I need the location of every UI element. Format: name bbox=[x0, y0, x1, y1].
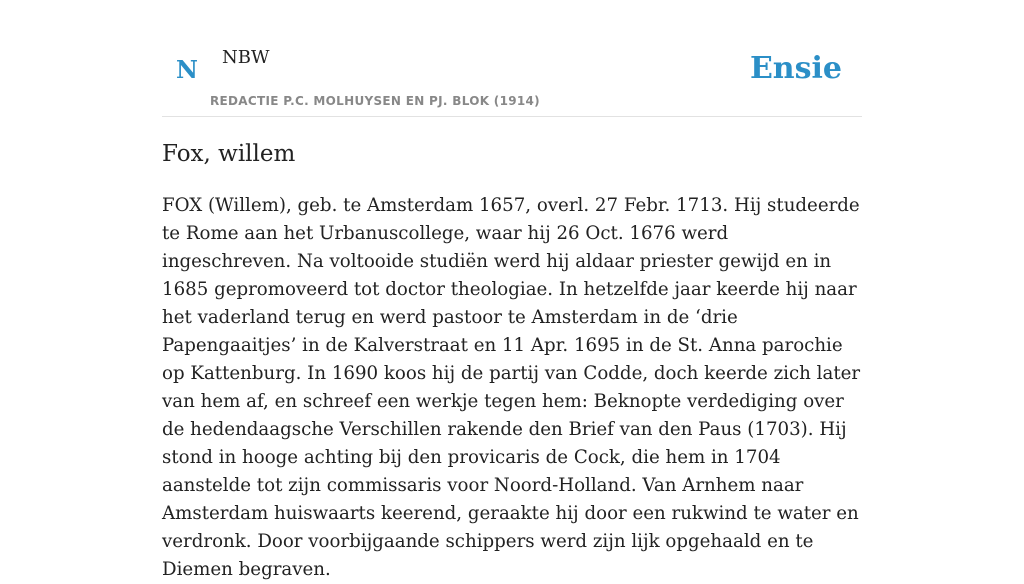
brand-logo-link[interactable]: Ensie bbox=[749, 51, 842, 86]
header bbox=[162, 0, 862, 117]
source-logo-link[interactable]: N bbox=[176, 55, 198, 84]
source-name: NBW bbox=[222, 47, 270, 68]
article-title: Fox, willem bbox=[162, 141, 296, 167]
source-subtitle: REDACTIE P.C. MOLHUYSEN EN PJ. BLOK (1914) bbox=[210, 94, 540, 108]
article-body: FOX (Willem), geb. te Amsterdam 1657, overl. 27 Febr. 1713. Hij studeerde te Rome aan het Urbanuscollege, waar hij 26 Oct. 1676 werd ingeschreven. Na voltooide studiën werd hij aldaar priester gewijd en in 1685 gepromoveerd tot doctor theologiae. In hetzelfde jaar keerde hij naar het vaderland terug en werd pastoor te Amsterdam in de ‘drie Papengaaitjes’ in de Kalverstraat en 11 Apr. 1695 in de St. Anna parochie op Kattenburg. In 1690 koos hij de partij van Codde, doch keerde zich later van hem af, en schreef een werkje tegen hem: Beknopte verdediging over de hedendaagsche Verschillen rakende den Brief van den Paus (1703). Hij stond in hooge achting bij den provicaris de Cock, die hem in 1704 aanstelde tot zijn commissaris voor Noord-Holland. Van Arnhem naar Amsterdam huiswaarts keerend, geraakte hij door een rukwind te water en verdronk. Door voorbijgaande schippers werd zijn lijk opgehaald en te Diemen begraven. bbox=[162, 195, 861, 580]
